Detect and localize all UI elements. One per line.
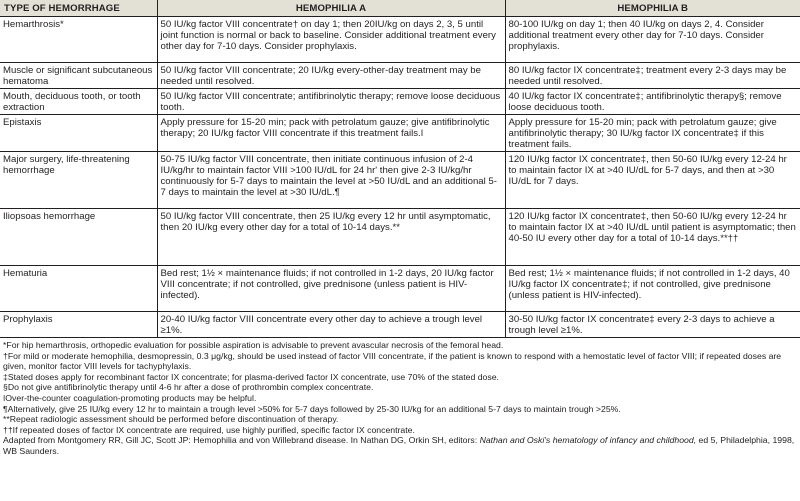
table-row: [0, 63, 800, 89]
row-hemophilia-b: Apply pressure for 15-20 min; pack with petrolatum gauze; give antifibrinolytic therapy; 30 IU/kg factor IX concentrate‡ if this treatment fails.: [505, 115, 800, 152]
header-hemophilia-b: HEMOPHILIA B: [505, 0, 800, 17]
row-type: Epistaxis: [0, 115, 157, 152]
footnote: ǀOver-the-counter coagulation-promoting products may be helpful.: [3, 392, 257, 403]
table-row: [0, 152, 800, 209]
row-hemophilia-a: Apply pressure for 15-20 min; pack with petrolatum gauze; give antifibrinolytic therapy; 20 IU/kg factor VIII concentrate if this treatment fails.ǀ: [157, 115, 505, 152]
table-row: [0, 266, 800, 312]
table-row: [0, 115, 800, 152]
row-hemophilia-b: 40 IU/kg factor IX concentrate‡; antifibrinolytic therapy§; remove loose deciduous tooth.: [505, 89, 800, 115]
row-type: Mouth, deciduous tooth, or tooth extraction: [0, 89, 157, 115]
footnote: ‡Stated doses apply for recombinant factor IX concentrate; for plasma-derived factor IX concentrate, use 70% of the stated dose.: [3, 371, 499, 382]
footnote: ¶Alternatively, give 25 IU/kg every 12 hr to maintain a trough level >50% for 5-7 days followed by 25-30 IU/kg for an additional 5-7 days to maintain trough >25%.: [3, 403, 621, 414]
source-book-title: Nathan and Oski's hematology of infancy and childhood,: [479, 435, 697, 446]
footnote: *For hip hemarthrosis, orthopedic evaluation for possible aspiration is advisable to prevent avascular necrosis of the femoral head.: [3, 340, 504, 350]
table-row: [0, 89, 800, 115]
row-hemophilia-a: 50 IU/kg factor VIII concentrate; antifibrinolytic therapy; remove loose deciduous tooth.: [157, 89, 505, 115]
row-hemophilia-a: Bed rest; 1½ × maintenance fluids; if not controlled in 1-2 days, 20 IU/kg factor VIII concentrate; if not controlled, give prednisone (unless patient is HIV-infected).: [157, 266, 505, 312]
header-hemophilia-a: HEMOPHILIA A: [157, 0, 505, 17]
footnote: †For mild or moderate hemophilia, desmopressin, 0.3 μg/kg, should be used instead of factor VIII concentrate, if the patient is known to respond with a hemostatic level of factor VIII; if repeated doses are given, monitor factor VIII levels for tachyphylaxis.: [3, 350, 782, 372]
row-type: Prophylaxis: [0, 312, 157, 338]
row-type: Hemarthrosis*: [0, 17, 157, 63]
footnotes: [0, 338, 800, 457]
row-hemophilia-b: 120 IU/kg factor IX concentrate‡, then 50-60 IU/kg every 12-24 hr to maintain factor IX at >40 IU/dL for 5-7 days, and then at >30 IU/dL for 7 days.: [505, 152, 800, 209]
row-hemophilia-b: 80 IU/kg factor IX concentrate‡; treatment every 2-3 days may be needed until resolved.: [505, 63, 800, 89]
table-row: [0, 17, 800, 63]
row-hemophilia-b: 120 IU/kg factor IX concentrate‡, then 50-60 IU/kg every 12-24 hr to maintain factor IX at >40 IU/dL until patient is asymptomatic; then 40-50 IU every other day for a total of 10-14 days.**††: [505, 209, 800, 266]
header-type: TYPE OF HEMORRHAGE: [0, 0, 157, 17]
row-hemophilia-a: 50 IU/kg factor VIII concentrate; 20 IU/kg every-other-day treatment may be needed until resolved.: [157, 63, 505, 89]
row-hemophilia-a: 50 IU/kg factor VIII concentrate, then 25 IU/kg every 12 hr until asymptomatic, then 20 IU/kg every other day for a total of 10-14 days.**: [157, 209, 505, 266]
row-type: Major surgery, life-threatening hemorrhage: [0, 152, 157, 209]
row-hemophilia-a: 50 IU/kg factor VIII concentrate† on day 1; then 20IU/kg on days 2, 3, 5 until joint function is normal or back to baseline. Consider additional treatment every other day for 7-10 days. Consider prophylaxis.: [157, 17, 505, 63]
row-hemophilia-b: 30-50 IU/kg factor IX concentrate‡ every 2-3 days to achieve a trough level ≥1%.: [505, 312, 800, 338]
table-header-row: [0, 0, 800, 17]
table-row: [0, 209, 800, 266]
source-text-end: ed 5, Philadelphia, 1998, WB Saunders.: [3, 435, 795, 456]
row-type: Hematuria: [0, 266, 157, 312]
footnote: ††If repeated doses of factor IX concentrate are required, use highly purified, specific factor IX concentrate.: [3, 424, 415, 435]
row-type: Muscle or significant subcutaneous hematoma: [0, 63, 157, 89]
source-citation: [3, 435, 797, 456]
row-hemophilia-a: 20-40 IU/kg factor VIII concentrate every other day to achieve a trough level ≥1%.: [157, 312, 505, 338]
row-hemophilia-b: 80-100 IU/kg on day 1; then 40 IU/kg on days 2, 4. Consider additional treatment every other day for 7-10 days. Consider prophylaxis.: [505, 17, 800, 63]
footnote: §Do not give antifibrinolytic therapy until 4-6 hr after a dose of prothrombin complex concentrate.: [3, 382, 374, 393]
row-hemophilia-a: 50-75 IU/kg factor VIII concentrate, then initiate continuous infusion of 2-4 IU/kg/hr to maintain factor VIII >100 IU/dL for 24 hr' then give 2-3 IU/kg/hr continuously for 5-7 days to maintain the level at >50 IU/dL and an additional 5-7 days to maintain the level at >30 IU/dL.¶: [157, 152, 505, 209]
row-type: Iliopsoas hemorrhage: [0, 209, 157, 266]
source-text: Adapted from Montgomery RR, Gill JC, Scott JP: Hemophilia and von Willebrand disease. In Nathan DG, Orkin SH, editors:: [3, 435, 480, 446]
table-row: [0, 312, 800, 338]
footnote: **Repeat radiologic assessment should be performed before discontinuation of therapy.: [3, 414, 339, 425]
row-hemophilia-b: Bed rest; 1½ × maintenance fluids; if not controlled in 1-2 days, 40 IU/kg factor IX concentrate‡; if not controlled, give prednisone (unless patient is HIV-infected).: [505, 266, 800, 312]
